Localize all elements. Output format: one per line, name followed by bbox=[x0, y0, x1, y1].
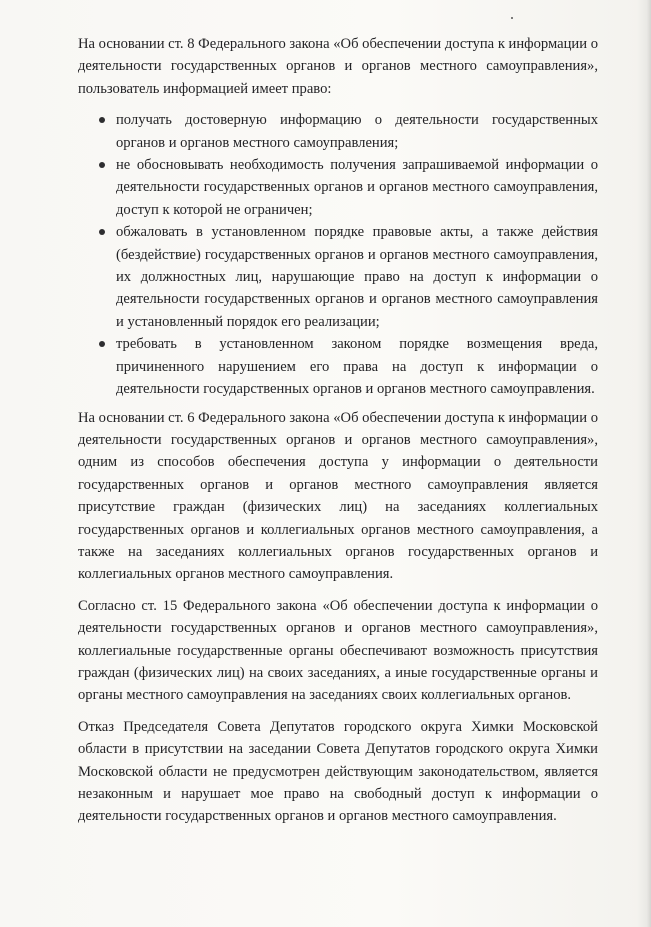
bullet-icon bbox=[99, 117, 105, 123]
list-item bbox=[116, 221, 598, 333]
page-edge-shadow bbox=[637, 0, 651, 927]
paragraph-article-6: На основании ст. 6 Федерального закона «Об обеспечении доступа к информации о деятельности государственных органов и органов местного самоуправления», одним из способов обеспечения доступа у информации о деятельности государственных органов и органов местного самоуправления является присутствие граждан (физических лиц) на заседаниях коллегиальных государственных органов и коллегиальных органов местного самоуправления, а также на заседаниях коллегиальных органов государственных органов и коллегиальных органов местного самоуправления. bbox=[78, 409, 598, 583]
paragraph-refusal: Отказ Председателя Совета Депутатов городского округа Химки Московской области в присутствии на заседании Совета Депутатов городского округа Химки Московской области не предусмотрен действующим законодательством, является незаконным и нарушает мое право на свободный доступ к информации о деятельности государственных органов и органов местного самоуправления. bbox=[78, 718, 598, 825]
bullet-icon bbox=[99, 229, 105, 235]
bullet-icon bbox=[99, 162, 105, 168]
paragraph-article-8: На основании ст. 8 Федерального закона «Об обеспечении доступа к информации о деятельности государственных органов и органов местного самоуправления», пользователь информацией имеет право: bbox=[78, 36, 598, 97]
list-item-text: не обосновывать необходимость получения запрашиваемой информации о деятельности государственных органов и органов местного самоуправления, доступ к которой не ограничен; bbox=[116, 157, 598, 218]
list-item-text: получать достоверную информацию о деятельности государственных органов и органов местного самоуправления; bbox=[116, 112, 598, 151]
list-item-text: требовать в установленном законом порядке возмещения вреда, причиненного нарушением его права на доступ к информации о деятельности государственных органов и органов местного самоуправления. bbox=[116, 336, 598, 398]
rights-list bbox=[78, 109, 598, 400]
list-item bbox=[116, 333, 598, 400]
paragraph-article-15: Согласно ст. 15 Федерального закона «Об обеспечении доступа к информации о деятельности государственных органов и органов местного самоуправления», коллегиальные государственные органы обеспечивают возможность присутствия граждан (физических лиц) на своих заседаниях, а иные государственные органы и органы местного самоуправления на заседаниях своих коллегиальных органов. bbox=[78, 597, 598, 704]
speck-mark bbox=[511, 17, 513, 19]
document-body bbox=[78, 33, 598, 837]
bullet-icon bbox=[99, 341, 105, 347]
list-item bbox=[116, 154, 598, 221]
list-item bbox=[116, 109, 598, 154]
list-item-text: обжаловать в установленном порядке правовые акты, а также действия (бездействие) государственных органов и органов местного самоуправления, их должностных лиц, нарушающие право на доступ к информации о деятельности государственных органов и органов местного самоуправления и установленный порядок его реализации; bbox=[116, 224, 598, 330]
